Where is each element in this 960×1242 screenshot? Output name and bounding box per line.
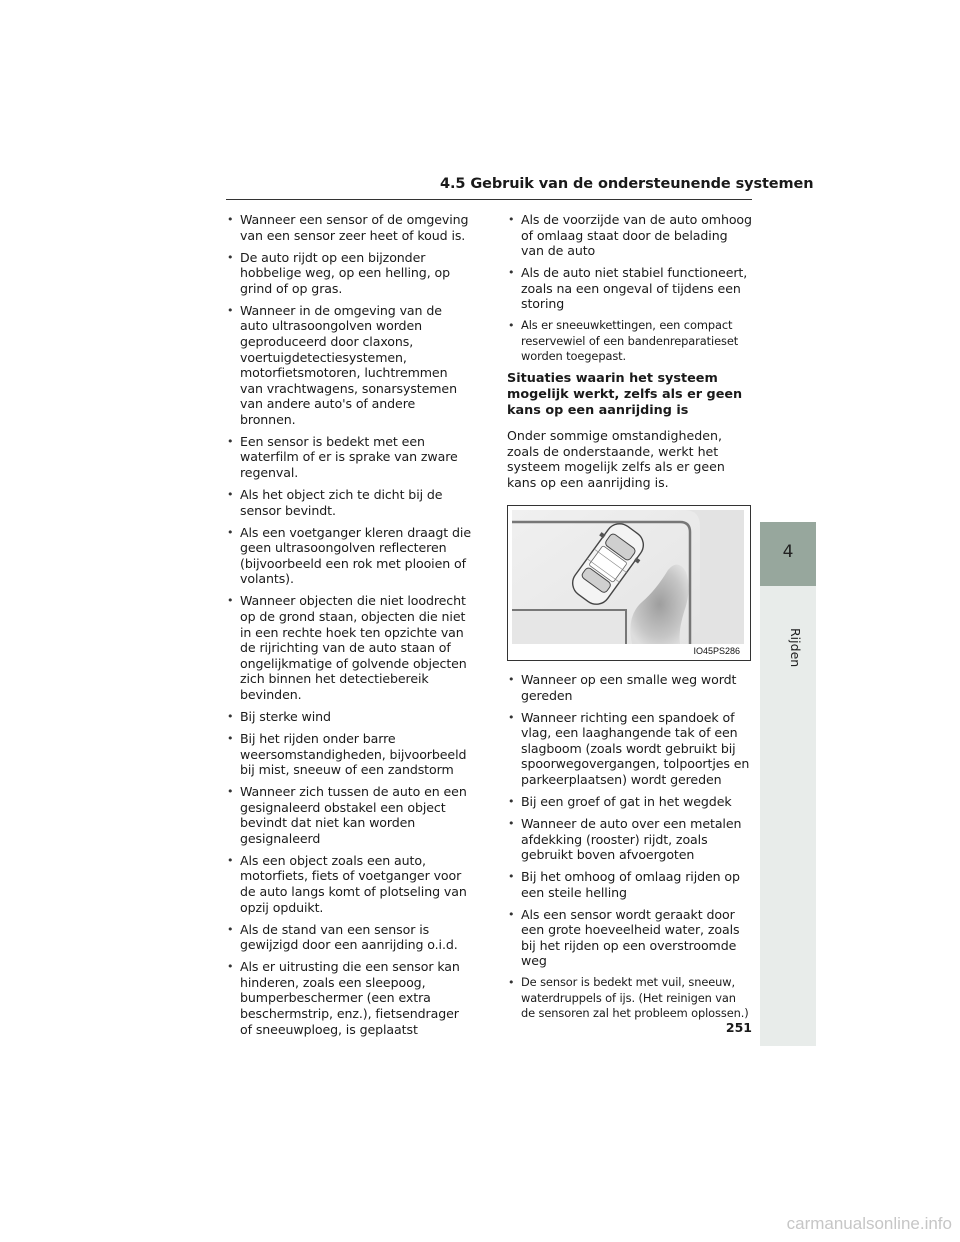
list-item: • Bij een groef of gat in het wegdek [507, 794, 752, 810]
right-bullet-list-bottom [507, 672, 752, 1022]
narrow-road-car-illustration [508, 506, 750, 660]
list-item: • Wanneer een sensor of de omgeving van een sensor zeer heet of koud is. [226, 212, 471, 243]
list-item: • Wanneer zich tussen de auto en een gesignaleerd obstakel een object bevindt dat niet kan worden gesignaleerd [226, 784, 471, 846]
list-item: • Bij het omhoog of omlaag rijden op een steile helling [507, 869, 752, 900]
list-item: • Als een sensor wordt geraakt door een grote hoeveelheid water, zoals bij het rijden op een overstroomde weg [507, 907, 752, 969]
left-column [226, 212, 471, 1044]
parking-illustration [507, 505, 751, 661]
list-item: • Wanneer richting een spandoek of vlag, een laaghangende tak of een slagboom (zoals wordt gebruikt bij spoorwegovergangen, tolpoortjes en parkeerplaatsen) wordt gereden [507, 710, 752, 788]
list-item: • Bij het rijden onder barre weersomstandigheden, bijvoorbeeld bij mist, sneeuw of een zandstorm [226, 731, 471, 778]
list-item: • Als de auto niet stabiel functioneert, zoals na een ongeval of tijdens een storing [507, 265, 752, 312]
list-item: • Bij sterke wind [226, 709, 471, 725]
figure-code: IO45PS286 [693, 646, 740, 656]
right-bullet-list-top [507, 212, 752, 365]
chapter-number: 4 [782, 542, 794, 562]
page-number: 251 [725, 1020, 752, 1035]
list-item: • Als er sneeuwkettingen, een compact reservewiel of een bandenreparatieset worden toegepast. [507, 318, 752, 364]
list-item: • Als een voetganger kleren draagt die geen ultrasoongolven reflecteren (bijvoorbeeld een rok met plooien of volants). [226, 525, 471, 587]
watermark: carmanualsonline.info [786, 1214, 952, 1233]
list-item: • Een sensor is bedekt met een waterfilm of er is sprake van zware regenval. [226, 434, 471, 481]
list-item: • Wanneer objecten die niet loodrecht op de grond staan, objecten die niet in een rechte hoek ten opzichte van de rijrichting van de auto staan of ongelijkmatige of golvende objecten zich binnen het detectiebereik bevinden. [226, 593, 471, 702]
left-bullet-list [226, 212, 471, 1037]
list-item: • Als de stand van een sensor is gewijzigd door een aanrijding o.i.d. [226, 922, 471, 953]
list-item: • Als een object zoals een auto, motorfiets, fiets of voetganger voor de auto langs komt of plotseling van opzij opduikt. [226, 853, 471, 915]
list-item: • De sensor is bedekt met vuil, sneeuw, waterdruppels of ijs. (Het reinigen van de sensoren zal het probleem oplossen.) [507, 975, 752, 1021]
list-item: • Wanneer de auto over een metalen afdekking (rooster) rijdt, zoals gebruikt boven afvoergoten [507, 816, 752, 863]
list-item: • Als het object zich te dicht bij de sensor bevindt. [226, 487, 471, 518]
list-item: • Als er uitrusting die een sensor kan hinderen, zoals een sleepoog, bumperbeschermer (een extra beschermstrip, enz.), fietsendrager of sneeuwploeg, is geplaatst [226, 959, 471, 1037]
list-item: • De auto rijdt op een bijzonder hobbelige weg, op een helling, op grind of op gras. [226, 250, 471, 297]
list-item: • Als de voorzijde van de auto omhoog of omlaag staat door de belading van de auto [507, 212, 752, 259]
right-column-top [507, 212, 752, 490]
list-item: • Wanneer in de omgeving van de auto ultrasoongolven worden geproduceerd door claxons, voertuigdetectiesystemen, motorfietsmotoren, luchtremmen van vrachtwagens, sonarsystemen van andere auto's of andere bronnen. [226, 303, 471, 428]
chapter-tab[interactable] [760, 522, 816, 586]
header-rule [226, 199, 752, 200]
list-item: • Wanneer op een smalle weg wordt gereden [507, 672, 752, 703]
section-heading: Situaties waarin het systeem mogelijk werkt, zelfs als er geen kans op een aanrijding is [507, 370, 743, 418]
section-header: 4.5 Gebruik van de ondersteunende systemen [440, 176, 814, 192]
section-intro: Onder sommige omstandigheden, zoals de onderstaande, werkt het systeem mogelijk zelfs als er geen kans op een aanrijding is. [507, 427, 725, 490]
chapter-label: Rijden [788, 628, 803, 668]
right-column-bottom [507, 672, 752, 1028]
